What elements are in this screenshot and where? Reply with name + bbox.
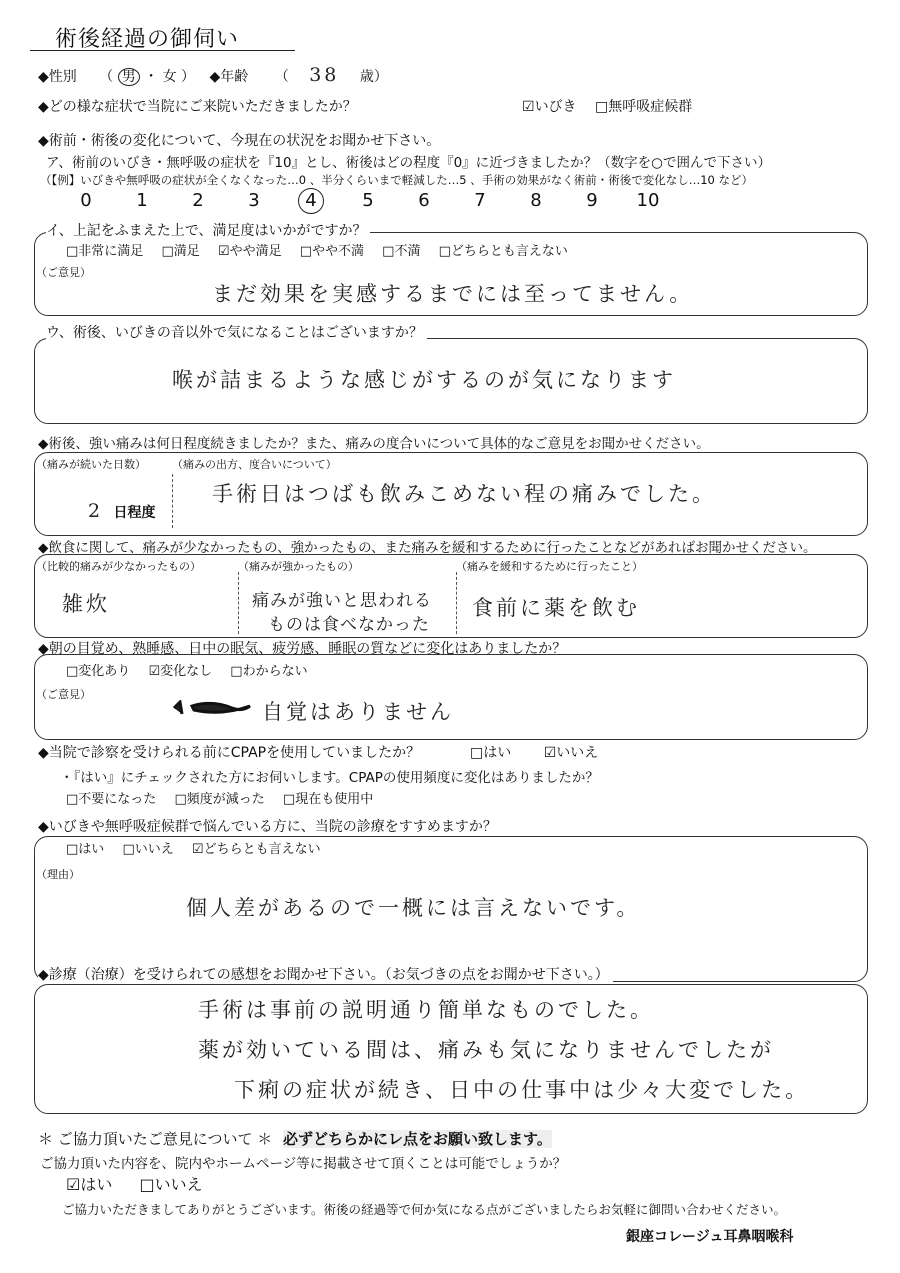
pain-days-label: （痛みが続いた日数） [36, 458, 146, 471]
recommend-options [66, 838, 325, 857]
food-divider-1 [238, 572, 239, 634]
scale-1[interactable]: 1 [136, 190, 148, 211]
coop-options [66, 1172, 203, 1195]
coop-no[interactable]: □ いいえ [139, 1175, 202, 1194]
symptom-snoring-checkbox[interactable]: ☑ いびき [522, 99, 577, 115]
morning-unknown[interactable]: □ わからない [230, 664, 307, 679]
sat-very-satisfied[interactable]: □ 非常に満足 [66, 244, 143, 259]
sat-satisfied[interactable]: □ 満足 [161, 244, 199, 259]
change-example: （【例】いびきや無呼吸の症状が全くなくなった…0 、半分くらいまで軽減した…5 、手術の効果がなく術前・術後で変化なし…10 など） [40, 173, 753, 187]
other-concerns-question: ウ、術後、いびきの音以外で気になることはございますか？ [46, 322, 427, 342]
coop-title-a: ＊ ご協力頂いたご意見について ＊ [38, 1130, 273, 1148]
impression-question: ◆診療（治療）を受けられての感想をお聞かせ下さい。（お気づきの点をお聞かせ下さい。） [38, 964, 613, 984]
recommend-reason[interactable]: 個人差があるので一概には言えないです。 [186, 896, 641, 920]
food-more-pain-answer-1[interactable]: 痛みが強いと思われる [252, 591, 432, 611]
scale-5[interactable]: 5 [362, 190, 374, 211]
age-value[interactable]: 38 [309, 64, 340, 86]
cpap-question: ◆当院で診察を受けられる前にCPAPを使用していましたか？ [38, 745, 421, 761]
pain-days-row [88, 500, 156, 522]
morning-options [66, 660, 308, 679]
gender-row [38, 64, 388, 86]
scale-6[interactable]: 6 [418, 190, 430, 211]
sat-neither[interactable]: □ どちらとも言えない [439, 244, 568, 259]
morning-question: ◆朝の目覚め、熟睡感、日中の眠気、疲労感、睡眠の質などに変化はありましたか？ [38, 641, 567, 657]
food-more-pain-label: （痛みが強かったもの） [238, 560, 359, 573]
clinic-name: 銀座コレージュ耳鼻咽喉科 [626, 1229, 794, 1245]
morning-opinion-label: （ご意見） [36, 688, 91, 701]
scale-4-selected[interactable]: 4 [298, 188, 324, 214]
scale-row [58, 188, 676, 214]
coop-title-b: 必ずどちらかにレ点をお願い致します。 [283, 1130, 552, 1148]
sat-opinion-answer[interactable]: まだ効果を実感するまでには至ってません。 [212, 282, 694, 306]
recommend-yes[interactable]: □ はい [66, 842, 104, 857]
age-label: ◆年齢 [209, 69, 249, 85]
gender-sep: ・ [144, 69, 159, 85]
pain-days-unit: 日程度 [113, 505, 156, 521]
scale-2[interactable]: 2 [192, 190, 204, 211]
change-question: ◆術前・術後の変化について、今現在の状況をお聞かせ下さい。 [38, 133, 441, 149]
sat-somewhat-dissatisfied[interactable]: □ やや不満 [300, 244, 364, 259]
scale-9[interactable]: 9 [586, 190, 598, 211]
coop-title [38, 1128, 552, 1149]
change-question-a: ア、術前のいびき・無呼吸の症状を『10』とし、術後はどの程度『0』に近づきましたか？（数字を○で囲んで下さい） [46, 155, 771, 171]
satisfaction-options [66, 240, 568, 259]
recommend-neither[interactable]: ☑ どちらとも言えない [192, 842, 321, 857]
food-question: ◆飲食に関して、痛みが少なかったもの、強かったもの、また痛みを緩和するために行ったことなどがあればお聞かせください。 [38, 540, 817, 556]
gender-close: ） [181, 69, 196, 85]
other-concerns-answer[interactable]: 喉が詰まるような感じがするのが気になります [172, 368, 676, 392]
title-underline [30, 50, 295, 51]
food-less-pain-answer[interactable]: 雑炊 [62, 592, 110, 616]
page-title: 術後経過の御伺い [55, 27, 240, 52]
satisfaction-question: イ、上記をふまえた上で、満足度はいかがですか？ [46, 220, 370, 240]
food-more-pain-answer-2[interactable]: ものは食べなかった [268, 615, 430, 635]
impression-line-3[interactable]: 下痢の症状が続き、日中の仕事中は少々大変でした。 [234, 1078, 810, 1102]
thanks-message: ご協力いただきましてありがとうございます。術後の経過等で何か気になる点がございましたらお気軽に御問い合わせください。 [62, 1202, 787, 1217]
food-less-pain-label: （比較的痛みが少なかったもの） [36, 560, 201, 573]
reason-label: （理由） [36, 868, 80, 881]
age-open: （ [274, 69, 289, 85]
pain-degree-label: （痛みの出方、度合いについて） [172, 458, 337, 471]
scale-7[interactable]: 7 [474, 190, 486, 211]
impression-line-1[interactable]: 手術は事前の説明通り簡単なものでした。 [198, 998, 654, 1022]
coop-yes[interactable]: ☑ はい [66, 1175, 112, 1194]
gender-male-option[interactable]: 男 [118, 68, 140, 86]
morning-answer[interactable]: 自覚はありません [262, 700, 454, 724]
scale-10[interactable]: 10 [636, 190, 660, 211]
impression-line-2[interactable]: 薬が効いている間は、痛みも気になりませんでしたが [198, 1038, 774, 1062]
symptom-apnea-checkbox[interactable]: □ 無呼吸症候群 [595, 99, 692, 115]
recommend-question: ◆いびきや無呼吸症候群で悩んでいる方に、当院の診療をすすめますか？ [38, 819, 497, 835]
pain-divider [172, 474, 173, 528]
cpap-unnecessary[interactable]: □ 不要になった [66, 792, 156, 807]
sat-opinion-label: （ご意見） [36, 266, 91, 279]
cpap-options [470, 742, 598, 762]
gender-open: （ [99, 69, 114, 85]
scale-0[interactable]: 0 [80, 190, 92, 211]
age-unit: 歳） [359, 69, 388, 85]
coop-question: ご協力頂いた内容を、院内やホームページ等に掲載させて頂くことは可能でしょうか？ [40, 1156, 567, 1172]
recommend-no[interactable]: □ いいえ [122, 842, 173, 857]
sat-dissatisfied[interactable]: □ 不満 [382, 244, 420, 259]
morning-no-change[interactable]: ☑ 変化なし [148, 664, 212, 679]
food-divider-2 [456, 572, 457, 634]
gender-female-option[interactable]: 女 [162, 69, 177, 85]
cpap-sub-options [66, 788, 373, 807]
morning-changed[interactable]: □ 変化あり [66, 664, 130, 679]
cpap-no[interactable]: ☑ いいえ [544, 745, 599, 761]
symptom-question: ◆どの様な症状で当院にご来院いただきましたか？ [38, 99, 357, 115]
cpap-sub-question: ・『はい』にチェックされた方にお伺いします。CPAPの使用頻度に変化はありましたか？ [60, 770, 599, 786]
scribble-mark [172, 700, 252, 716]
cpap-yes[interactable]: □ はい [470, 745, 511, 761]
symptom-options [522, 96, 692, 116]
scale-8[interactable]: 8 [530, 190, 542, 211]
pain-degree-answer[interactable]: 手術日はつばも飲みこめない程の痛みでした。 [212, 482, 716, 506]
gender-label: ◆性別 [38, 69, 77, 85]
food-relief-answer[interactable]: 食前に薬を飲む [472, 596, 640, 620]
pain-question: ◆術後、強い痛みは何日程度続きましたか？また、痛みの度合いについて具体的なご意見をお聞かせください。 [38, 436, 710, 452]
cpap-still-using[interactable]: □ 現在も使用中 [283, 792, 373, 807]
pain-days-value[interactable]: 2 [88, 500, 104, 522]
food-relief-label: （痛みを緩和するために行ったこと） [456, 560, 643, 573]
scale-3[interactable]: 3 [248, 190, 260, 211]
sat-somewhat-satisfied[interactable]: ☑ やや満足 [218, 244, 282, 259]
cpap-less-frequent[interactable]: □ 頻度が減った [174, 792, 264, 807]
